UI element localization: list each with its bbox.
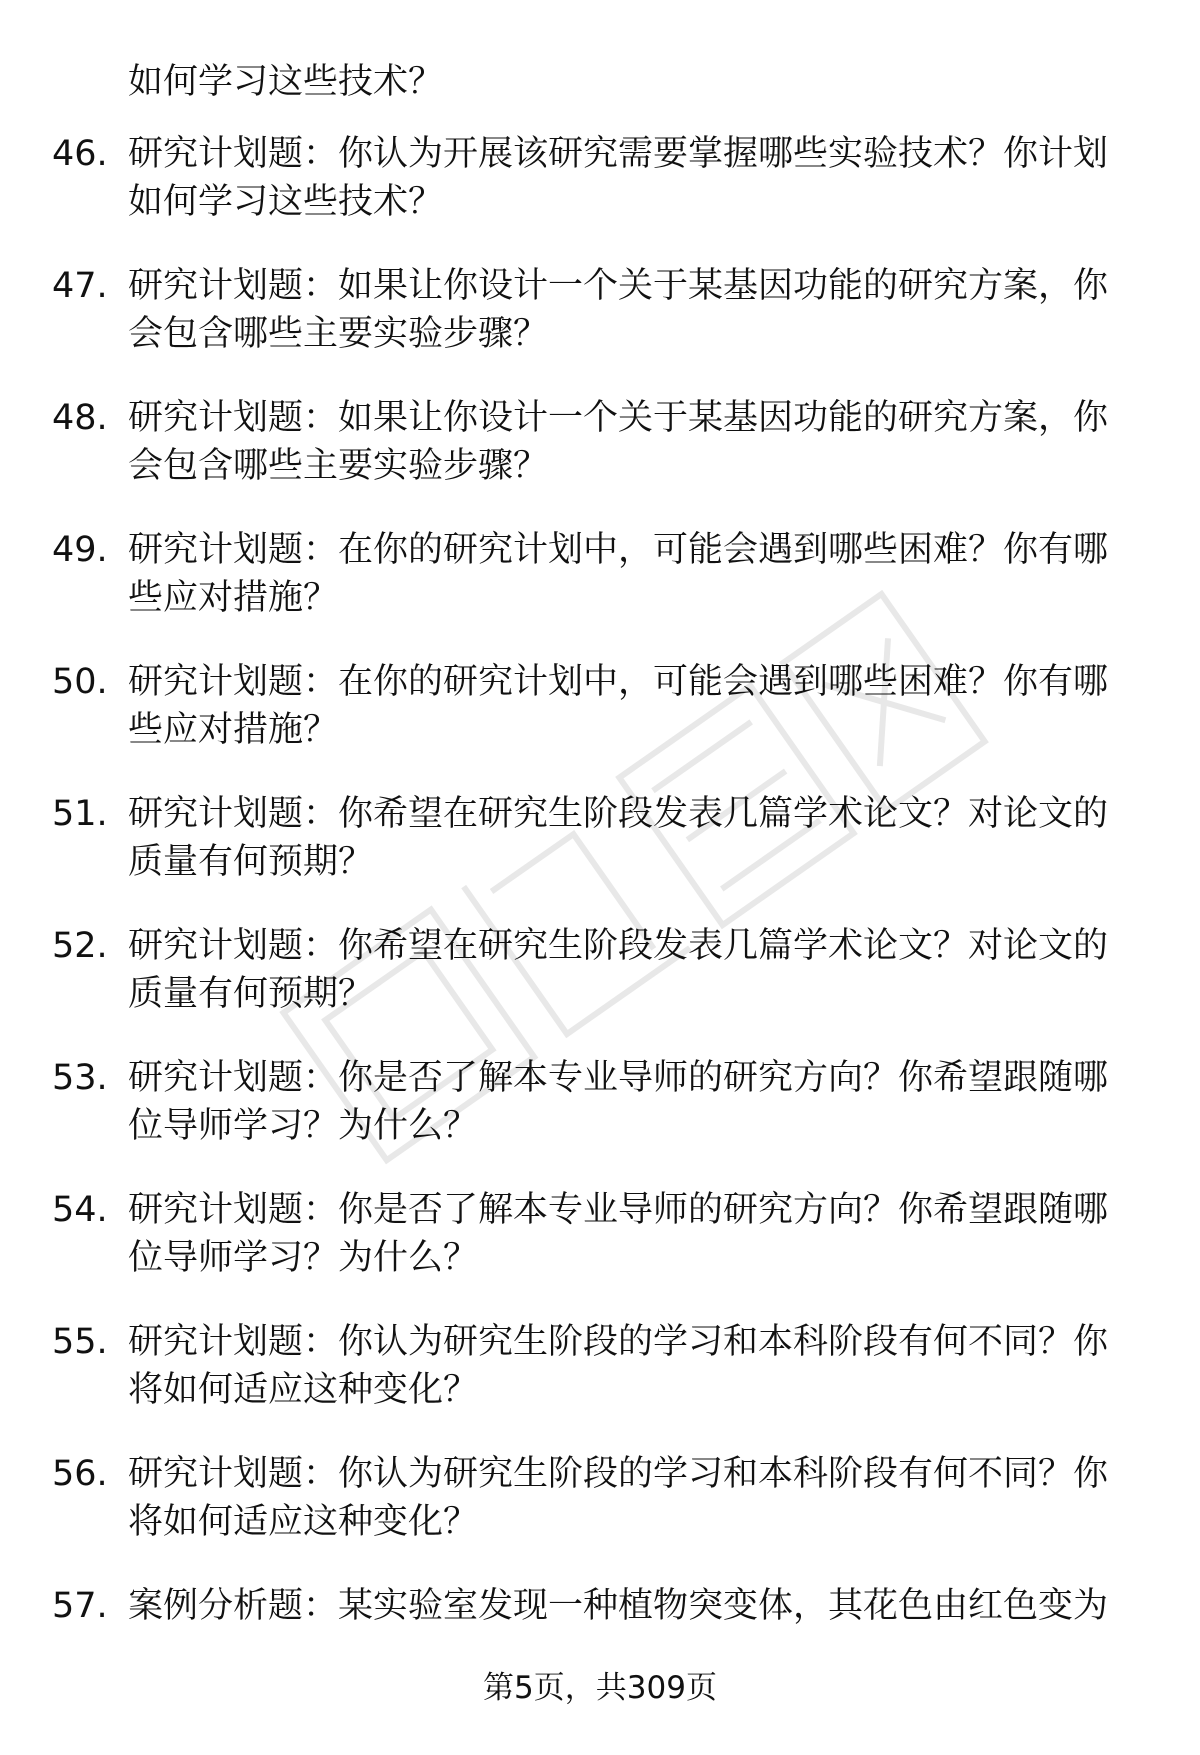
question-line: 些应对措施？: [128, 578, 339, 618]
question-line: 研究计划题：你希望在研究生阶段发表几篇学术论文？对论文的: [128, 926, 1109, 966]
question-line: 些应对措施？: [128, 710, 339, 750]
question-line: 将如何适应这种变化？: [128, 1502, 479, 1542]
question-line: 会包含哪些主要实验步骤？: [128, 314, 549, 354]
question-text: [128, 394, 1138, 490]
question-line: 研究计划题：你认为研究生阶段的学习和本科阶段有何不同？你: [128, 1322, 1109, 1362]
question-line: 研究计划题：你认为研究生阶段的学习和本科阶段有何不同？你: [128, 1454, 1109, 1494]
question-line: 质量有何预期？: [128, 974, 374, 1014]
question-text: [128, 1318, 1138, 1414]
question-number: 57.: [52, 1586, 108, 1626]
question-number: 50.: [52, 662, 108, 702]
question-line: 研究计划题：你认为开展该研究需要掌握哪些实验技术？你计划: [128, 134, 1109, 174]
question-line: 研究计划题：如果让你设计一个关于某基因功能的研究方案，你: [128, 398, 1109, 438]
question-text: [128, 1054, 1138, 1150]
question-number: 52.: [52, 926, 108, 966]
question-text: [128, 262, 1138, 358]
question-number: 47.: [52, 266, 108, 306]
question-number: 48.: [52, 398, 108, 438]
question-text: [128, 790, 1138, 886]
question-text: [128, 526, 1138, 622]
question-line: 研究计划题：你希望在研究生阶段发表几篇学术论文？对论文的: [128, 794, 1109, 834]
question-number: 51.: [52, 794, 108, 834]
carry-over-line: 如何学习这些技术？: [128, 62, 444, 102]
question-line: 如何学习这些技术？: [128, 182, 444, 222]
question-text: [128, 658, 1138, 754]
question-line: 研究计划题：在你的研究计划中，可能会遇到哪些困难？你有哪: [128, 662, 1109, 702]
question-line: 质量有何预期？: [128, 842, 374, 882]
question-number: 55.: [52, 1322, 108, 1362]
question-line: 将如何适应这种变化？: [128, 1370, 479, 1410]
question-line: 会包含哪些主要实验步骤？: [128, 446, 549, 486]
question-number: 49.: [52, 530, 108, 570]
question-number: 46.: [52, 134, 108, 174]
question-text: [128, 130, 1138, 226]
question-line: 研究计划题：你是否了解本专业导师的研究方向？你希望跟随哪: [128, 1190, 1109, 1230]
question-line: 位导师学习？为什么？: [128, 1238, 479, 1278]
question-line: 案例分析题：某实验室发现一种植物突变体，其花色由红色变为: [128, 1586, 1109, 1626]
question-text: [128, 922, 1138, 1018]
question-text: [128, 1186, 1138, 1282]
question-line: 研究计划题：你是否了解本专业导师的研究方向？你希望跟随哪: [128, 1058, 1109, 1098]
question-line: 研究计划题：如果让你设计一个关于某基因功能的研究方案，你: [128, 266, 1109, 306]
question-line: 位导师学习？为什么？: [128, 1106, 479, 1146]
question-number: 53.: [52, 1058, 108, 1098]
page-footer: 第5页，共309页: [483, 1670, 717, 1706]
question-number: 56.: [52, 1454, 108, 1494]
question-line: 研究计划题：在你的研究计划中，可能会遇到哪些困难？你有哪: [128, 530, 1109, 570]
question-number: 54.: [52, 1190, 108, 1230]
question-text: [128, 1450, 1138, 1546]
question-text: [128, 1582, 1138, 1630]
